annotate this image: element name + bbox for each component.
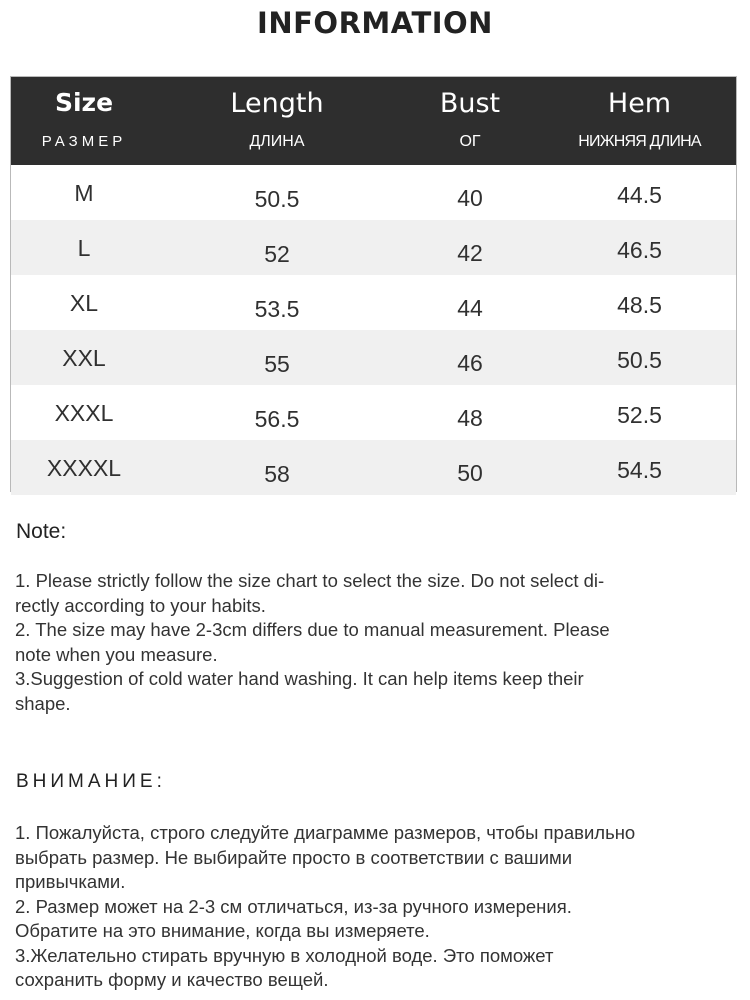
header-size-en: Size (54, 88, 114, 117)
cell-bust: 46 (457, 350, 483, 376)
note-ru-line: 3.Желательно стирать вручную в холодной воде. Это поможет (15, 944, 554, 966)
cell-size: XXXXL (46, 455, 122, 481)
header-length-ru: ДЛИНА (249, 133, 305, 150)
cell-length: 53.5 (254, 296, 300, 322)
header-length-en: Length (230, 88, 324, 119)
cell-bust: 42 (457, 240, 483, 266)
table-row (11, 385, 736, 440)
note-ru-line: Обратите на это внимание, когда вы измеряете. (15, 920, 430, 941)
note-line: rectly according to your habits. (15, 594, 266, 616)
note-line: 2. The size may have 2-3cm differs due to manual measurement. Please (15, 619, 610, 640)
note-ru-heading: ВНИМАНИЕ: (16, 771, 166, 792)
cell-size: XL (69, 290, 99, 316)
header-size (11, 77, 157, 165)
note-line: 1. Please strictly follow the size chart to select the size. Do not select di- (15, 570, 605, 591)
note-line: 3.Suggestion of cold water hand washing. It can help items keep their (15, 668, 584, 689)
cell-length: 55 (264, 351, 290, 377)
cell-size: XXXL (54, 400, 114, 426)
note-ru-line: привычками. (15, 871, 126, 892)
note-line: note when you measure. (15, 643, 218, 665)
cell-hem: 54.5 (617, 457, 662, 483)
cell-length: 52 (264, 241, 290, 267)
cell-length: 58 (264, 461, 290, 487)
cell-length: 50.5 (254, 186, 300, 212)
header-size-ru: РАЗМЕР (41, 133, 127, 150)
note-ru-line: сохранить форму и качество вещей. (15, 969, 329, 990)
cell-bust: 40 (457, 185, 483, 211)
cell-bust: 48 (457, 405, 483, 431)
cell-bust: 50 (457, 460, 483, 486)
table-row (11, 165, 736, 220)
note-ru-line: 1. Пожалуйста, строго следуйте диаграмме размеров, чтобы правильно (15, 822, 636, 843)
cell-hem: 48.5 (617, 292, 662, 318)
header-hem (543, 77, 736, 165)
cell-hem: 50.5 (617, 347, 662, 373)
note-ru-text (15, 821, 730, 993)
table-row (11, 330, 736, 385)
cell-length: 56.5 (254, 406, 300, 432)
cell-hem: 52.5 (617, 402, 662, 428)
note-text (15, 569, 730, 716)
header-length (157, 77, 397, 165)
header-bust (397, 77, 543, 165)
header-hem-en: Hem (607, 88, 672, 119)
cell-size: L (77, 235, 91, 261)
cell-hem: 44.5 (617, 182, 662, 208)
note-heading: Note: (16, 520, 67, 543)
table-row (11, 440, 736, 495)
header-hem-ru: НИЖНЯЯ ДЛИНА (578, 133, 701, 150)
table-row (11, 220, 736, 275)
cell-hem: 46.5 (617, 237, 662, 263)
page-title: INFORMATION (257, 6, 493, 40)
cell-size: XXL (62, 345, 106, 371)
cell-size: M (74, 180, 94, 206)
header-bust-ru: ОГ (459, 133, 481, 150)
note-line: shape. (15, 692, 71, 714)
header-bust-en: Bust (439, 88, 501, 119)
cell-bust: 44 (457, 295, 483, 321)
size-table (10, 76, 737, 492)
note-ru-line: 2. Размер может на 2-3 см отличаться, из-за ручного измерения. (15, 895, 572, 917)
table-header (11, 77, 736, 165)
table-row (11, 275, 736, 330)
note-ru-line: выбрать размер. Не выбирайте просто в соответствии с вашими (15, 846, 573, 868)
